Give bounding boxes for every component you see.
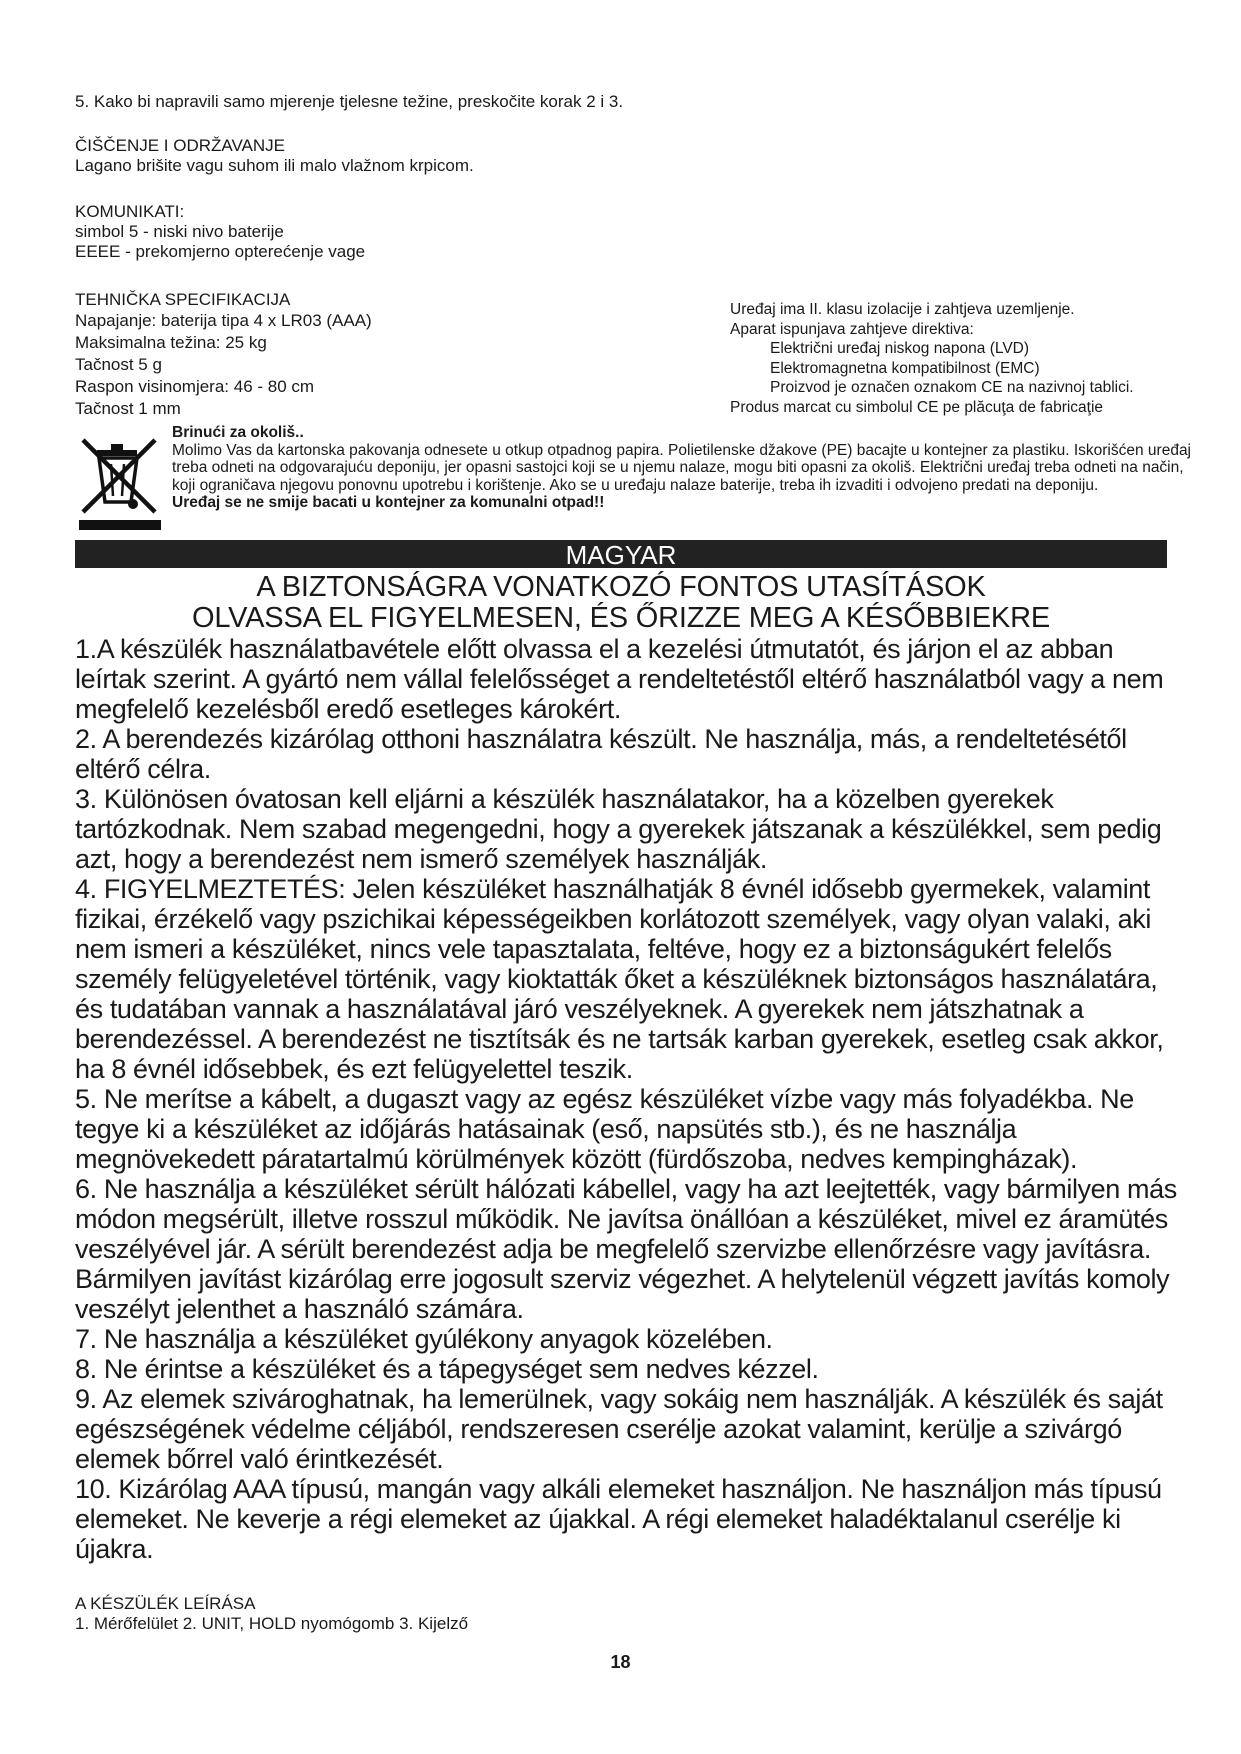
page-number: 18 (610, 1652, 631, 1672)
spec-title: TEHNIČKA SPECIFIKACIJA (75, 290, 291, 309)
environment-text: Molimo Vas da kartonska pakovanja odnesete u otkup otpadnog papira. Polietilenske džakove (PE) bacajte u kontejner za plastiku. Iskorišćen uređaj treba odneti na odgovarajuću deponiju, jer opasni sastojci koji se u njemu nalaze, mogu biti opasni za okoliš. Električni uređaj treba odneti na način, koji ograničava njegovu ponovnu upotrebu i korištenje. Ako se u uređaju nalaze baterije, treba ih izvaditi i odvojeno predati na deponiju. (172, 441, 1192, 494)
read-carefully-heading: OLVASSA EL FIGYELMESEN, ÉS ŐRIZZE MEG A KÉSŐBBIEKRE (192, 602, 1050, 634)
description-parts: 1. Mérőfelület 2. UNIT, HOLD nyomógomb 3. Kijelző (75, 1614, 469, 1633)
instruction-item: 6. Ne használja a készüléket sérült hálózati kábellel, vagy ha azt leejtették, vagy bármilyen más módon megsérült, illetve rosszul működik. Ne javítsa önállóan a készüléket, mivel ez áramütés veszélyével jár. A sérült berendezést adja be megfelelő szervizbe ellenőrzésre vagy javításra. Bármilyen javítást kizárólag erre jogosult szerviz végezhet. A helytelenül végzett javítás komoly veszélyt jelenthet a használó számára. (75, 1174, 1177, 1324)
cleaning-section (75, 136, 715, 176)
messages-title: KOMUNIKATI: (75, 202, 185, 221)
compliance-line: Aparat ispunjava zahtjeve direktiva: (730, 320, 974, 338)
instruction-item: 9. Az elemek szivároghatnak, ha lemerülnek, vagy sokáig nem használják. A készülék és saját egészségének védelme céljából, rendszeresen cserélje azokat valamint, kerülje a szivárgó elemek bőrrel való érintkezését. (75, 1384, 1163, 1474)
instruction-item: 8. Ne érintse a készüléket és a tápegységet sem nedves kézzel. (75, 1354, 819, 1384)
instruction-item: 4. FIGYELMEZTETÉS: Jelen készüléket használhatják 8 évnél idősebb gyermekek, valamint fizikai, érzékelő vagy pszichikai képességeikben korlátozott személyek, vagy olyan valaki, aki nem ismeri a készüléket, nincs vele tapasztalata, feltéve, hogy ez a biztonságukért felelős személy felügyeletével történik, vagy kioktatták őket a készüléknek biztonságos használatára, és tudatában vannak a használatával járó veszélyeknek. A gyerekek nem játszhatnak a berendezéssel. A berendezést ne tisztítsák és ne tartsák karban gyerekek, esetleg csak akkor, ha 8 évnél idősebbek, és ezt felügyelettel teszik. (75, 874, 1164, 1084)
directive-item: Električni uređaj niskog napona (LVD) (770, 340, 1030, 357)
instruction-item: 5. Ne merítse a kábelt, a dugaszt vagy az egész készüléket vízbe vagy más folyadékba. Ne tegye ki a készüléket az időjárás hatásainak (eső, napsütés stb.), és ne használja megnövekedett páratartalmú körülmények között (fürdőszoba, nedves kempingházak). (75, 1084, 1134, 1174)
spec-item: Tačnost 5 g (75, 355, 162, 374)
compliance-block (730, 300, 1200, 417)
step-5-text: 5. Kako bi napravili samo mjerenje tjelesne težine, preskočite korak 2 i 3. (75, 92, 624, 111)
crossed-out-wheelie-bin-icon (75, 432, 165, 532)
language-section-bar: MAGYAR (75, 540, 1167, 568)
description-title: A KÉSZÜLÉK LEÍRÁSA (75, 1594, 256, 1613)
environment-warning: Uređaj se ne smije bacati u kontejner za komunalni otpad!! (172, 494, 605, 511)
directive-item: Proizvod je označen oznakom CE na nazivnoj tablici. (770, 379, 1134, 396)
description-section (75, 1594, 775, 1634)
spec-item: Raspon visinomjera: 46 - 80 cm (75, 377, 315, 396)
instruction-item: 1.A készülék használatbavétele előtt olvassa el a kezelési útmutatót, és járjon el az abban leírtak szerint. A gyártó nem vállal felelősséget a rendeltetéstől eltérő használatból vagy a nem megfelelő kezelésből eredő esetleges károkért. (75, 634, 1164, 724)
safety-heading: A BIZTONSÁGRA VONATKOZÓ FONTOS UTASÍTÁSOK (256, 571, 986, 603)
instruction-item: 2. A berendezés kizárólag otthoni használatra készült. Ne használja, más, a rendeltetésétől eltérő célra. (75, 724, 1127, 784)
messages-section (75, 202, 715, 262)
spec-item: Napajanje: baterija tipa 4 x LR03 (AAA) (75, 311, 372, 330)
instruction-item: 3. Különösen óvatosan kell eljárni a készülék használatakor, ha a közelben gyerekek tartózkodnak. Nem szabad megengedni, hogy a gyerekek játszanak a készülékkel, sem pedig azt, hogy a berendezést nem ismerő személyek használják. (75, 784, 1162, 874)
compliance-line-ro: Produs marcat cu simbolul CE pe plăcuţa de fabricaţie (730, 398, 1104, 416)
cleaning-title: ČIŠČENJE I ODRŽAVANJE (75, 136, 286, 155)
message-item: simbol 5 - niski nivo baterije (75, 222, 284, 241)
compliance-line: Uređaj ima II. klasu izolacije i zahtjeva uzemljenje. (730, 301, 1075, 318)
spec-item: Tačnost 1 mm (75, 399, 181, 418)
spec-section (75, 290, 715, 420)
cleaning-text: Lagano brišite vagu suhom ili malo vlažnom krpicom. (75, 156, 474, 175)
directive-item: Elektromagnetna kompatibilnost (EMC) (770, 359, 1040, 377)
environment-block (172, 424, 1202, 512)
message-item: EEEE - prekomjerno opterećenje vage (75, 242, 366, 261)
instruction-item: 10. Kizárólag AAA típusú, mangán vagy alkáli elemeket használjon. Ne használjon más típusú elemeket. Ne keverje a régi elemeket az újakkal. A régi elemeket haladéktalanul cserélje ki újakra. (75, 1474, 1162, 1564)
spec-item: Maksimalna težina: 25 kg (75, 333, 267, 352)
safety-instructions (75, 634, 1185, 1564)
environment-title: Brinući za okoliš.. (172, 424, 304, 441)
instruction-item: 7. Ne használja a készüléket gyúlékony anyagok közelében. (75, 1324, 773, 1354)
